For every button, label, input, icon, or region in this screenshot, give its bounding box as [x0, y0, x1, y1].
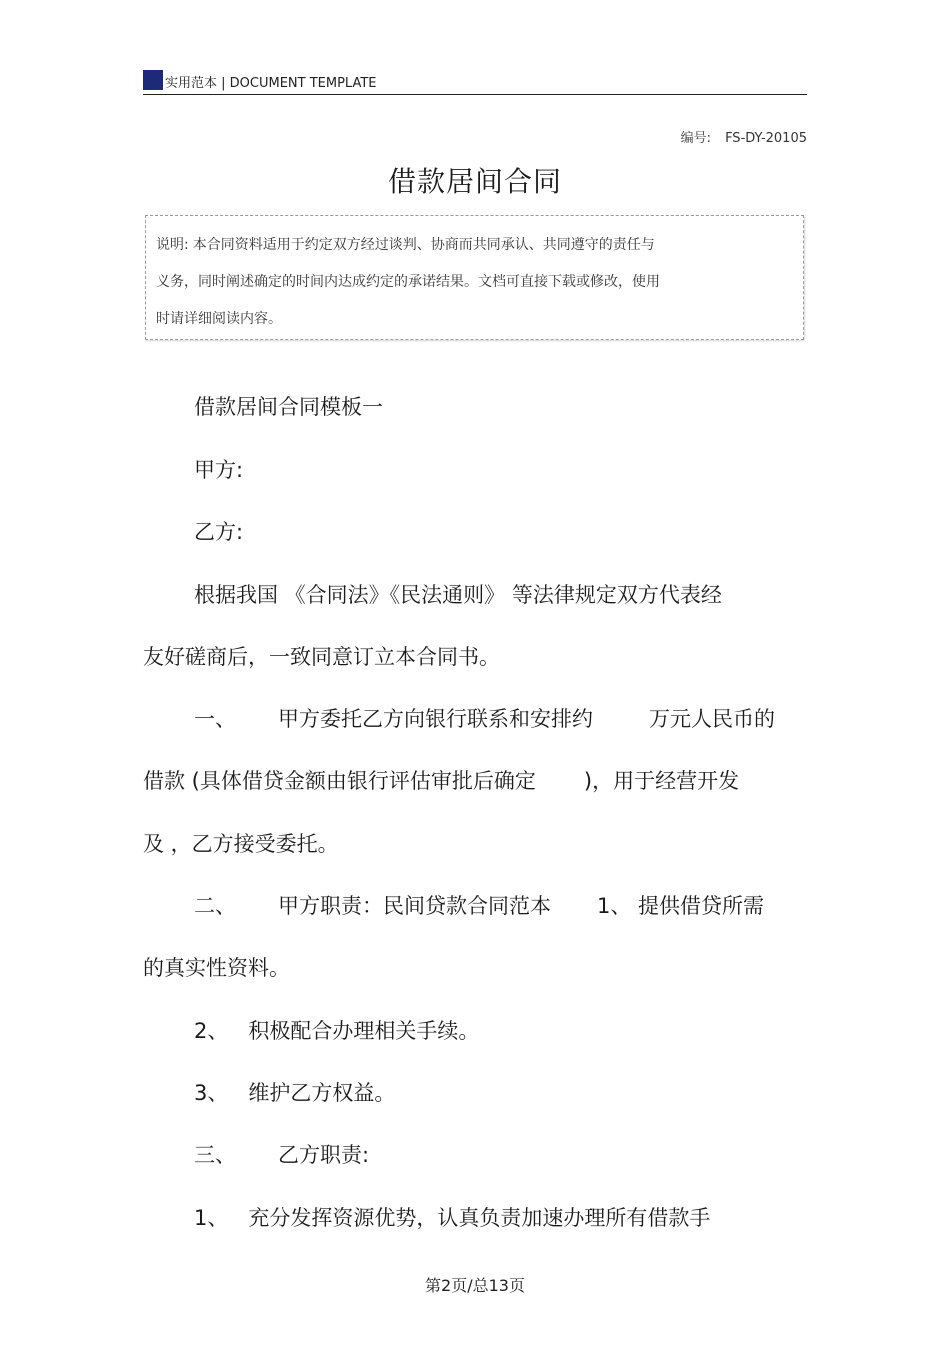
clause-1-line-1: 一、 甲方委托乙方向银行联系和安排约 万元人民币的 — [194, 707, 775, 731]
item-2: 2、 积极配合办理相关手续。 — [194, 1019, 480, 1043]
logo-square-icon — [143, 70, 163, 90]
intro-line-2: 友好磋商后，一致同意订立本合同书。 — [143, 645, 500, 669]
party-a-label: 甲方: — [194, 458, 244, 482]
description-label: 说明: — [156, 237, 189, 253]
description-text — [156, 227, 756, 338]
description-line-3: 时请详细阅读内容。 — [156, 311, 282, 327]
clause-3-heading: 三、 乙方职责: — [194, 1143, 370, 1167]
clause-1-line-2: 借款 (具体借贷金额由银行评估审批后确定 )，用于经营开发 — [143, 769, 740, 793]
clause-3-item-1: 1、 充分发挥资源优势，认真负责加速办理所有借款手 — [194, 1206, 711, 1230]
description-box — [145, 215, 804, 340]
clause-1-line-3: 及 ，乙方接受委托。 — [143, 832, 339, 856]
page-header — [143, 70, 807, 95]
clause-1-number: 一、 — [194, 707, 236, 731]
document-title: 借款居间合同 — [387, 165, 562, 198]
header-text: 实用范本 | DOCUMENT TEMPLATE — [165, 76, 377, 91]
document-number — [681, 127, 807, 146]
description-line-2: 义务，同时阐述确定的时间内达成约定的承诺结果。文档可直接下载或修改，使用 — [156, 274, 660, 290]
clause-2-number: 二、 — [194, 894, 236, 918]
description-line-1: 说明: 本合同资料适用于约定双方经过谈判、协商而共同承认、共同遵守的责任与 — [156, 237, 655, 253]
page-number-footer: 第2页/总13页 — [425, 1276, 525, 1295]
party-b-label: 乙方: — [194, 520, 244, 544]
clause-2-line-1: 二、 甲方职责：民间贷款合同范本 1、 提供借贷所需 — [194, 894, 765, 918]
clause-2-line-2: 的真实性资料。 — [143, 956, 290, 980]
document-number-value: FS-DY-20105 — [725, 131, 807, 146]
template-title: 借款居间合同模板一 — [194, 395, 383, 419]
intro-line-1: 根据我国 《合同法》《民法通则》 等法律规定双方代表经 — [194, 583, 722, 607]
item-3: 3、 维护乙方权益。 — [194, 1081, 396, 1105]
document-number-label: 编号: — [680, 131, 712, 146]
clause-3-number: 三、 — [194, 1143, 236, 1167]
